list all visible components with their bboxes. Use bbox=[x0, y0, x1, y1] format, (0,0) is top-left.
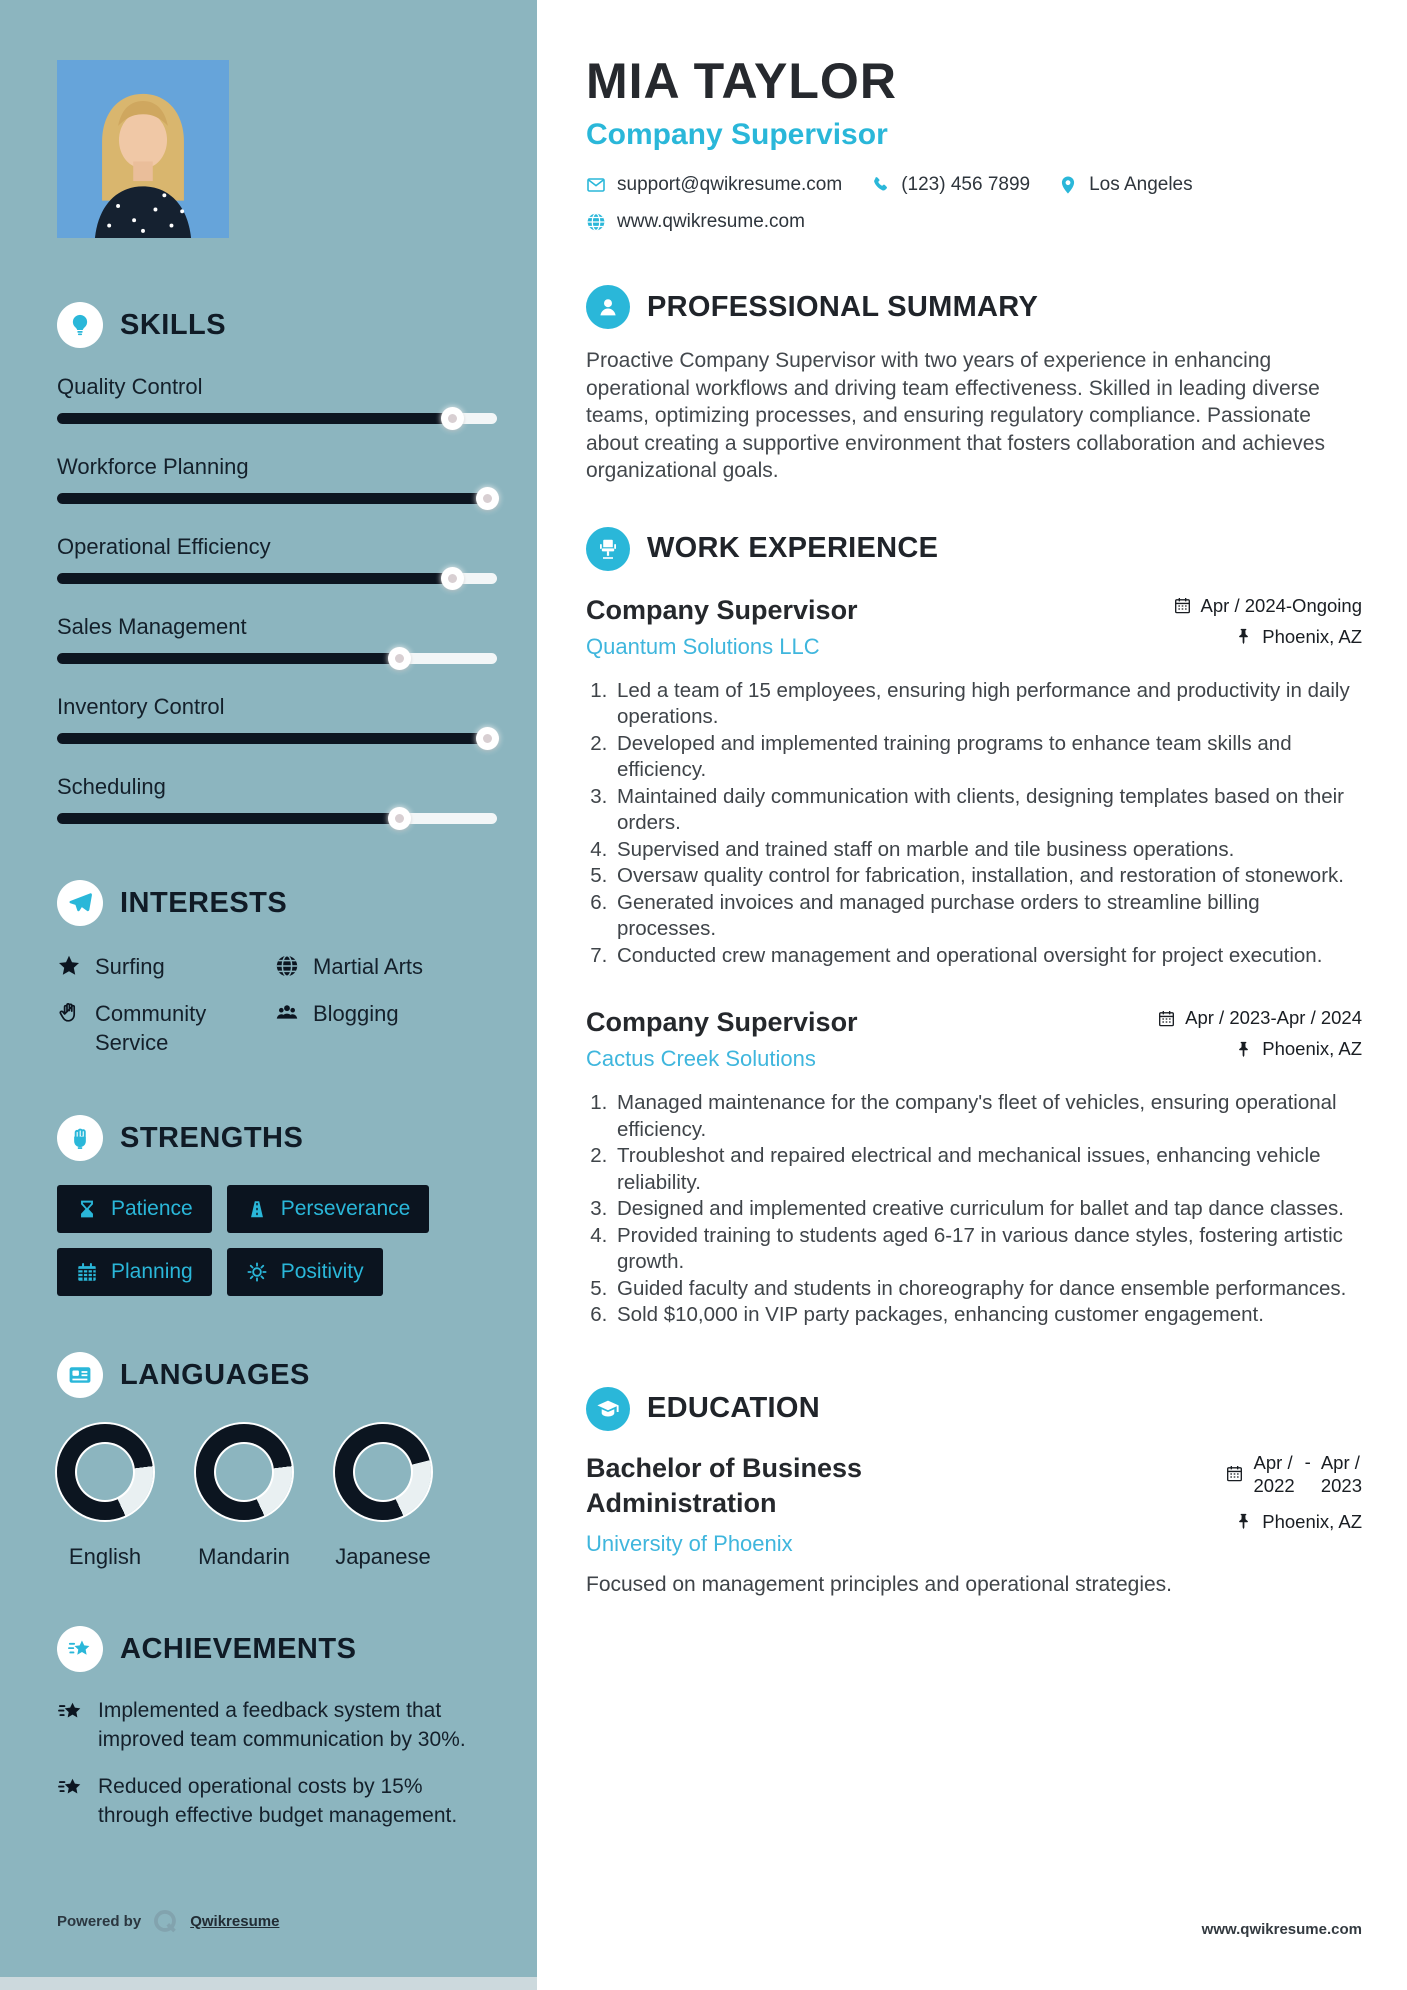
globe-icon bbox=[275, 954, 299, 978]
profile-photo bbox=[57, 60, 229, 238]
work-experience-section bbox=[586, 527, 1362, 1329]
slider-thumb[interactable] bbox=[388, 647, 411, 670]
date-end: Apr / 2023 bbox=[1320, 1451, 1362, 1496]
achievement-text: Implemented a feedback system that improved team communication by 30%. bbox=[98, 1699, 466, 1751]
strength-label: Positivity bbox=[280, 1260, 364, 1283]
achievement-item bbox=[57, 1772, 497, 1830]
job-bullet: 7. Conducted crew management and operational oversight for project execution. bbox=[613, 943, 1362, 970]
website-row bbox=[586, 211, 1362, 233]
job-bullet-list bbox=[586, 1090, 1362, 1329]
summary-heading bbox=[586, 285, 1362, 329]
education-title: EDUCATION bbox=[647, 1392, 820, 1424]
interests-title: INTERESTS bbox=[120, 886, 288, 919]
education-heading bbox=[586, 1387, 1362, 1431]
shooting-star-icon bbox=[57, 1698, 84, 1725]
person-job-title: Company Supervisor bbox=[586, 118, 888, 151]
strength-chip bbox=[227, 1248, 383, 1296]
job-company: Cactus Creek Solutions bbox=[586, 1046, 816, 1071]
skill-slider[interactable] bbox=[57, 813, 497, 824]
school-name: University of Phoenix bbox=[586, 1530, 793, 1556]
pushpin-icon bbox=[1234, 1040, 1253, 1059]
language-item bbox=[335, 1424, 431, 1570]
calendar-icon bbox=[76, 1261, 98, 1283]
skill-item bbox=[57, 774, 497, 824]
person-name: MIA TAYLOR bbox=[586, 53, 897, 109]
paper-plane-icon bbox=[57, 880, 103, 926]
language-donut-chart bbox=[196, 1424, 292, 1520]
job-bullet: 1. Led a team of 15 employees, ensuring high performance and productivity in daily operations. bbox=[613, 678, 1362, 731]
skills-section bbox=[0, 302, 537, 824]
job-bullet: 3. Designed and implemented creative curriculum for ballet and tap dance classes. bbox=[613, 1196, 1362, 1223]
language-donut-chart bbox=[57, 1424, 153, 1520]
sidebar bbox=[0, 0, 537, 1990]
work-heading bbox=[586, 527, 1362, 571]
email-text: support@qwikresume.com bbox=[617, 174, 843, 195]
skill-label: Inventory Control bbox=[57, 694, 225, 719]
skill-item bbox=[57, 534, 497, 584]
language-donut-chart bbox=[335, 1424, 431, 1520]
strength-label: Perseverance bbox=[280, 1197, 411, 1220]
phone-text: (123) 456 7899 bbox=[901, 174, 1031, 195]
shooting-star-icon bbox=[57, 1626, 103, 1672]
language-label: English bbox=[68, 1544, 142, 1569]
degree-name: Bachelor of Business Administration bbox=[586, 1452, 863, 1518]
strength-chip bbox=[57, 1248, 212, 1296]
job-meta bbox=[1173, 595, 1362, 648]
interest-label: Martial Arts bbox=[313, 954, 424, 979]
summary-section bbox=[586, 285, 1362, 485]
interest-item bbox=[275, 952, 497, 981]
strength-chip bbox=[227, 1185, 430, 1233]
interest-label: Community Service bbox=[95, 1001, 207, 1055]
main-column bbox=[537, 0, 1407, 1990]
skill-slider[interactable] bbox=[57, 413, 497, 424]
page-bottom-strip bbox=[0, 1977, 537, 1990]
skill-slider[interactable] bbox=[57, 573, 497, 584]
lightbulb-icon bbox=[57, 302, 103, 348]
skill-item bbox=[57, 694, 497, 744]
job-header bbox=[586, 1007, 1362, 1072]
language-donuts bbox=[57, 1424, 497, 1570]
skill-label: Workforce Planning bbox=[57, 454, 249, 479]
calendar-icon bbox=[1173, 596, 1192, 615]
shooting-star-icon bbox=[57, 1774, 84, 1801]
strengths-section bbox=[0, 1115, 537, 1296]
contact-row bbox=[586, 174, 1362, 196]
strength-chip bbox=[57, 1185, 212, 1233]
job-bullet: 6. Generated invoices and managed purchase orders to streamline billing processes. bbox=[613, 890, 1362, 943]
skill-label: Quality Control bbox=[57, 374, 203, 399]
achievements-title: ACHIEVEMENTS bbox=[120, 1632, 357, 1665]
slider-thumb[interactable] bbox=[388, 807, 411, 830]
date-separator: - bbox=[1304, 1450, 1311, 1472]
qwikresume-logo-icon bbox=[152, 1908, 179, 1935]
job-title: Company Supervisor bbox=[586, 594, 858, 625]
job-dates: Apr / 2023-Apr / 2024 bbox=[1157, 1007, 1362, 1029]
skills-title: SKILLS bbox=[120, 308, 227, 341]
skill-label: Sales Management bbox=[57, 614, 247, 639]
skill-item bbox=[57, 614, 497, 664]
profile-photo-illustration bbox=[57, 60, 229, 238]
interest-grid bbox=[57, 952, 497, 1057]
job-bullet-list bbox=[586, 678, 1362, 970]
skill-item bbox=[57, 374, 497, 424]
interest-item bbox=[57, 999, 275, 1057]
map-pin-icon bbox=[1058, 175, 1078, 195]
calendar-icon bbox=[1225, 1464, 1244, 1483]
achievement-text: Reduced operational costs by 15% through effective budget management. bbox=[98, 1775, 458, 1827]
interests-heading bbox=[57, 880, 497, 926]
job-bullet: 4. Supervised and trained staff on marble and tile business operations. bbox=[613, 837, 1362, 864]
slider-thumb[interactable] bbox=[476, 487, 499, 510]
job-dates: Apr / 2024-Ongoing bbox=[1173, 595, 1362, 617]
person-icon bbox=[586, 285, 630, 329]
job-meta bbox=[1157, 1007, 1362, 1060]
summary-title: PROFESSIONAL SUMMARY bbox=[647, 290, 1039, 323]
sidebar-footer bbox=[57, 1908, 279, 1935]
strength-label: Patience bbox=[111, 1197, 193, 1220]
job-title: Company Supervisor bbox=[586, 1007, 858, 1037]
location-contact bbox=[1058, 174, 1193, 196]
strength-chips bbox=[57, 1185, 477, 1296]
education-dates bbox=[1225, 1451, 1362, 1497]
skill-label: Operational Efficiency bbox=[57, 534, 271, 559]
road-icon bbox=[246, 1198, 268, 1220]
language-label: Japanese bbox=[335, 1544, 431, 1569]
fist-icon bbox=[57, 1115, 103, 1161]
interests-section bbox=[0, 880, 537, 1057]
footer-website: www.qwikresume.com bbox=[1201, 1921, 1362, 1938]
interest-item bbox=[57, 952, 275, 981]
skill-slider[interactable] bbox=[57, 493, 497, 504]
job-bullet: 3. Maintained daily communication with clients, designing templates based on their orders. bbox=[613, 784, 1362, 837]
slider-thumb[interactable] bbox=[476, 727, 499, 750]
achievement-list bbox=[57, 1696, 497, 1830]
id-card-icon bbox=[57, 1352, 103, 1398]
languages-title: LANGUAGES bbox=[120, 1358, 310, 1391]
achievements-section bbox=[0, 1626, 537, 1830]
education-entry bbox=[586, 1451, 1362, 1557]
job-bullet: 2. Troubleshot and repaired electrical and mechanical issues, enhancing vehicle reliability. bbox=[613, 1143, 1362, 1196]
skills-heading bbox=[57, 302, 497, 348]
skill-label: Scheduling bbox=[57, 774, 166, 799]
qwikresume-link[interactable]: Qwikresume bbox=[190, 1913, 280, 1930]
job-bullet: 2. Developed and implemented training programs to enhance team skills and efficiency. bbox=[613, 731, 1362, 784]
location-text: Los Angeles bbox=[1089, 174, 1193, 195]
job-bullet: 6. Sold $10,000 in VIP party packages, enhancing customer engagement. bbox=[613, 1302, 1362, 1329]
job-entry bbox=[586, 1007, 1362, 1329]
graduation-cap-icon bbox=[586, 1387, 630, 1431]
skill-slider[interactable] bbox=[57, 733, 497, 744]
strengths-title: STRENGTHS bbox=[120, 1121, 304, 1154]
envelope-icon bbox=[586, 175, 606, 195]
hourglass-icon bbox=[76, 1198, 98, 1220]
date-start: Apr / 2022 bbox=[1253, 1451, 1295, 1496]
phone-contact bbox=[870, 174, 1030, 196]
job-location: Phoenix, AZ bbox=[1157, 1038, 1362, 1060]
website-contact[interactable] bbox=[586, 211, 805, 233]
interest-label: Blogging bbox=[313, 1001, 399, 1026]
job-header bbox=[586, 595, 1362, 660]
education-location: Phoenix, AZ bbox=[1225, 1511, 1362, 1533]
pushpin-icon bbox=[1234, 1512, 1253, 1531]
education-section bbox=[586, 1387, 1362, 1597]
achievements-heading bbox=[57, 1626, 497, 1672]
job-bullet: 1. Managed maintenance for the company's fleet of vehicles, ensuring operational efficiency. bbox=[613, 1090, 1362, 1143]
skill-item bbox=[57, 454, 497, 504]
language-label: Mandarin bbox=[198, 1544, 290, 1569]
interest-label: Surfing bbox=[95, 954, 165, 979]
phone-icon bbox=[870, 175, 890, 195]
education-meta bbox=[1225, 1451, 1362, 1533]
languages-heading bbox=[57, 1352, 497, 1398]
interest-item bbox=[275, 999, 497, 1057]
globe-icon bbox=[586, 212, 606, 232]
website-text: www.qwikresume.com bbox=[617, 211, 805, 232]
slider-thumb[interactable] bbox=[441, 567, 464, 590]
office-chair-icon bbox=[586, 527, 630, 571]
email-contact[interactable] bbox=[586, 174, 842, 196]
job-bullet: 4. Provided training to students aged 6-17 in various dance styles, fostering artistic growth. bbox=[613, 1223, 1362, 1276]
job-entry bbox=[586, 595, 1362, 970]
star-icon bbox=[57, 954, 81, 978]
strength-label: Planning bbox=[111, 1260, 193, 1283]
job-bullet: 5. Guided faculty and students in choreography for dance ensemble performances. bbox=[613, 1276, 1362, 1303]
skill-slider[interactable] bbox=[57, 653, 497, 664]
calendar-icon bbox=[1157, 1009, 1176, 1028]
achievement-item bbox=[57, 1696, 497, 1754]
skill-list bbox=[57, 374, 497, 824]
language-item bbox=[196, 1424, 292, 1570]
work-title: WORK EXPERIENCE bbox=[647, 532, 939, 564]
pushpin-icon bbox=[1234, 627, 1253, 646]
sun-icon bbox=[246, 1261, 268, 1283]
summary-text: Proactive Company Supervisor with two years of experience in enhancing operational workflows and driving team effectiveness. Skilled in leading diverse teams, optimizing processes, and ensuring regulatory compliance. Passionate about creating a supportive environment that fosters collaboration and achieves organizational goals. bbox=[586, 349, 1325, 482]
strengths-heading bbox=[57, 1115, 497, 1161]
job-company: Quantum Solutions LLC bbox=[586, 633, 820, 659]
powered-by-label: Powered by bbox=[57, 1913, 142, 1930]
languages-section bbox=[0, 1352, 537, 1570]
job-location: Phoenix, AZ bbox=[1173, 626, 1362, 648]
education-description: Focused on management principles and operational strategies. bbox=[586, 1572, 1173, 1596]
slider-thumb[interactable] bbox=[441, 407, 464, 430]
job-bullet: 5. Oversaw quality control for fabrication, installation, and restoration of stonework. bbox=[613, 863, 1362, 890]
hand-icon bbox=[57, 1001, 81, 1025]
users-icon bbox=[275, 1001, 299, 1025]
language-item bbox=[57, 1424, 153, 1570]
